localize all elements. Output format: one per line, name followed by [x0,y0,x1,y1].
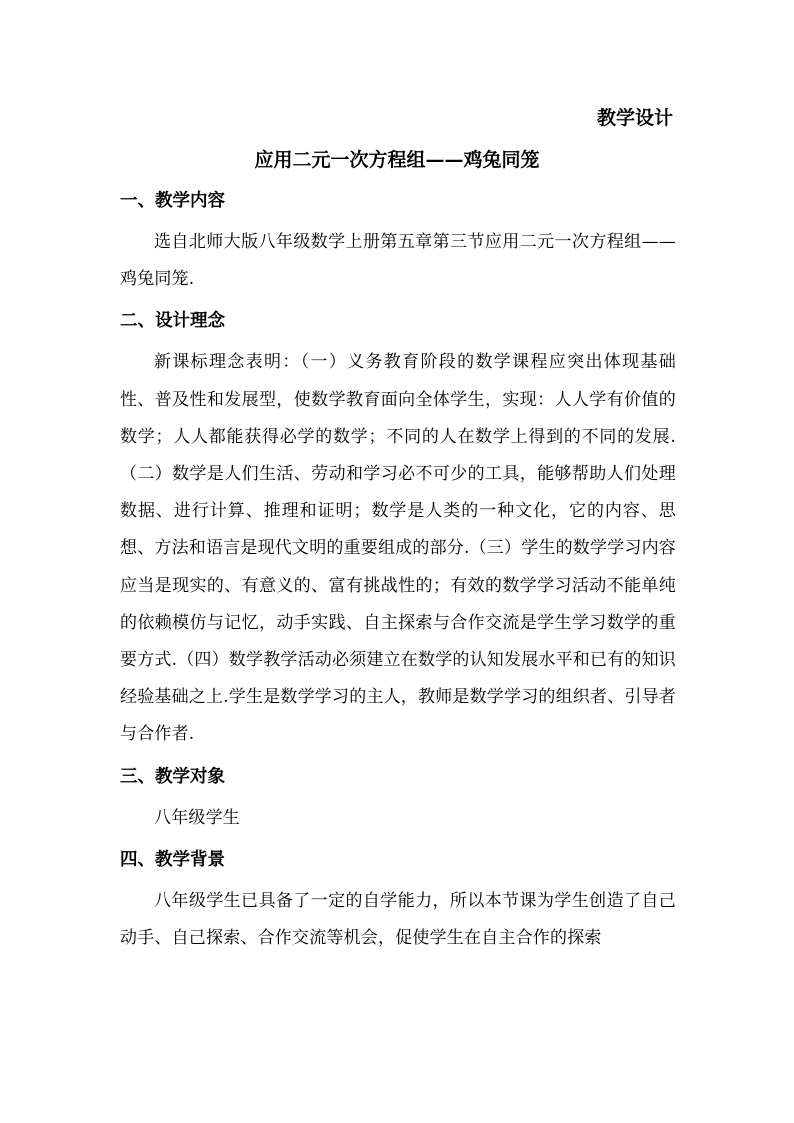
section-design-concept [120,308,676,753]
section-heading: 二、设计理念 [120,311,225,332]
section-heading: 一、教学内容 [120,191,225,211]
section-body: 八年级学生 [154,807,240,828]
document-label: 教学设计 [596,107,673,129]
section-body: 八年级学生已具备了一定的自学能力，所以本节课为学生创造了自己动手、自己探索、合作交流等机会，促使学生在自主合作的探索 [120,890,676,949]
section-body: 选自北师大版八年级数学上册第五章第三节应用二元一次方程组——鸡兔同笼. [120,232,676,290]
section-heading: 四、教学背景 [120,849,225,870]
section-teaching-background [120,847,676,957]
section-body: 新课标理念表明：（一）义务教育阶段的数学课程应突出体现基础性、普及性和发展型，使数学教育面向全体学生，实现：人人学有价值的数学；人人都能获得必学的数学；不同的人在数学上得到的不同的发展.（二）数学是人们生活、劳动和学习必不可少的工具，能够帮助人们处理数据、进行计算、推理和证明；数学是人类的一种文化，它的内容、思想、方法和语言是现代文明的重要组成的部分.（三）学生的数学学习内容应当是现实的、有意义的、富有挑战性的；有效的数学学习活动不能单纯的依赖模仿与记忆，动手实践、自主探索与合作交流是学生学习数学的重要方式.（四）数学教学活动必须建立在数学的认知发展水平和已有的知识经验基础之上.学生是数学学习的主人，教师是数学学习的组织者、引导者与合作者. [120,352,677,745]
document-content [120,188,676,967]
section-teaching-object [120,764,676,837]
section-heading: 三、教学对象 [120,766,225,787]
document-title: 应用二元一次方程组——鸡兔同笼 [254,149,540,171]
section-teaching-content [120,188,676,298]
